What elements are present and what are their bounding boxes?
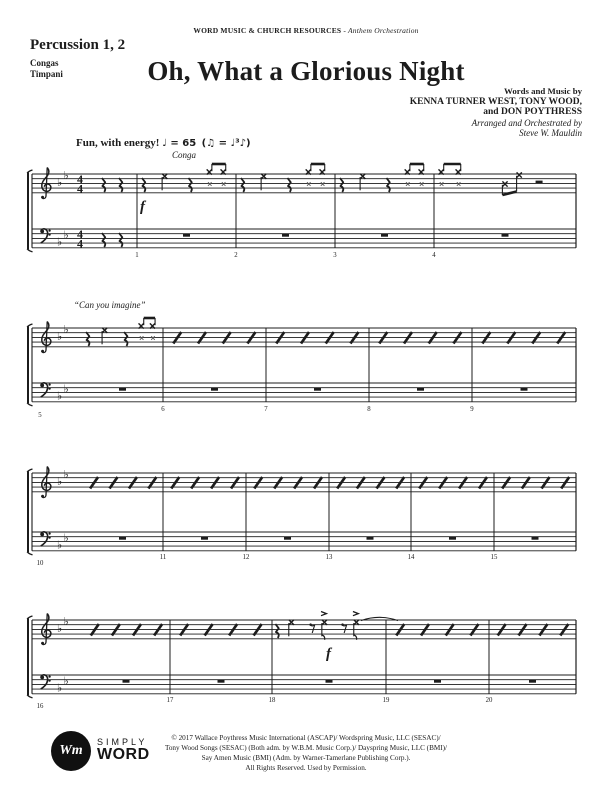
whole-rest [218,680,225,683]
time-signature: 4 [77,171,83,186]
flat-sign: ♭ [63,675,69,688]
beam [502,192,516,196]
logo-monogram: Wm [59,743,83,758]
credit-words-music: Words and Music by [504,86,582,96]
instrument-congas: Congas [30,58,59,68]
credit-authors-1: KENNA TURNER WEST, TONY WOOD, [409,96,582,107]
whole-rest [201,537,208,540]
quarter-rest [119,233,122,247]
whole-rest [314,388,321,391]
logo-simply-text: SIMPLY [97,737,148,747]
system-2 [27,318,576,419]
bass-clef-icon [48,536,50,538]
system-1 [27,164,576,259]
conga-label: Conga [172,150,197,160]
whole-rest [119,388,126,391]
flat-sign: ♭ [57,475,63,488]
ghost-x-notehead [440,182,444,186]
system-bracket [27,552,32,555]
bass-clef-icon [48,675,50,677]
ghost-x-notehead [406,182,410,186]
logo-word-text: WORD [97,746,150,763]
whole-rest [123,680,130,683]
flat-sign: ♭ [57,236,63,249]
x-notehead [261,174,266,179]
dynamic-forte-m18: f [326,646,331,662]
measure-number: 5 [38,412,42,419]
treble-clef-icon [41,196,44,199]
ghost-x-notehead [457,182,461,186]
ghost-x-notehead [307,182,311,186]
bass-clef-icon [48,387,50,389]
flat-sign: ♭ [63,229,69,242]
quarter-rest [102,233,105,247]
whole-rest [381,234,388,237]
tempo-marking [76,137,251,149]
measure-number: 6 [161,406,165,413]
whole-rest [417,388,424,391]
swing-equation: (♫ = ♩³♪) [201,138,251,149]
half-rest [536,181,543,184]
measure-number: 7 [264,406,268,413]
bass-clef-icon [40,384,44,388]
x-notehead [502,181,507,186]
x-notehead [517,172,522,177]
flat-sign: ♭ [57,330,63,343]
whole-rest [284,537,291,540]
time-signature: 4 [77,181,83,196]
copyright-line: Tony Wood Songs (SESAC) (Both adm. by W.B.M. Music Corp.)/ Dayspring Music, LLC (BMI)/ [164,744,448,752]
flat-sign: ♭ [63,615,69,628]
whole-rest [211,388,218,391]
flat-sign: ♭ [63,383,69,396]
flat-sign: ♭ [63,169,69,182]
bass-clef-icon [48,679,50,681]
flat-sign: ♭ [57,176,63,189]
system-bracket [27,695,32,698]
ghost-x-notehead [321,182,325,186]
publisher-line [0,26,612,35]
dynamic-forte-m1: f [140,199,145,215]
quarter-rest [86,332,89,346]
measure-number: 19 [382,697,390,704]
tempo-text: Fun, with energy! [76,137,160,149]
flat-sign: ♭ [63,468,69,481]
system-bracket [27,403,32,406]
whole-rest [532,537,539,540]
measure-number: 20 [485,697,493,704]
lyric-cue: “Can you imagine” [74,300,146,310]
measure-number: 14 [407,554,415,561]
quarter-rest [386,178,389,192]
copyright-line: All Rights Reserved. Used by Permission. [245,764,367,772]
eighth-rest [310,625,314,633]
x-notehead [322,620,327,625]
system-bracket [27,170,32,173]
quarter-rest [102,178,105,192]
accent-mark [321,612,326,616]
ghost-x-notehead [140,336,144,340]
flat-sign: ♭ [57,390,63,403]
bass-clef-icon [40,230,44,234]
x-notehead [102,328,107,333]
time-signature: 4 [77,226,83,241]
time-signature: 4 [77,236,83,251]
x-notehead [354,620,359,625]
part-name: Percussion 1, 2 [30,37,126,53]
whole-rest [529,680,536,683]
quarter-rest [241,178,244,192]
quarter-rest [188,178,191,192]
whole-rest [434,680,441,683]
edition-label: - Anthem Orchestration [343,26,419,35]
quarter-rest [287,178,290,192]
bass-clef-icon [48,229,50,231]
whole-rest [282,234,289,237]
ghost-x-notehead [208,182,212,186]
treble-clef-icon [41,350,44,353]
whole-rest [521,388,528,391]
tempo-bpm: ♩ = 65 [162,138,197,149]
flat-sign: ♭ [57,682,63,695]
measure-number: 16 [36,703,44,710]
page-title: Oh, What a Glorious Night [147,56,465,86]
system-3 [27,467,576,568]
bass-clef-icon [48,532,50,534]
whole-rest [367,537,374,540]
ghost-x-notehead [420,182,424,186]
quarter-rest [340,178,343,192]
treble-clef-icon [41,642,44,645]
measure-number: 9 [470,406,474,413]
whole-rest [119,537,126,540]
bass-clef-icon [40,676,44,680]
system-4 [27,612,576,711]
measure-number: 13 [325,554,333,561]
eighth-rest [342,625,346,633]
x-notehead [162,174,167,179]
credit-authors-2: and DON POYTHRESS [483,107,582,117]
credits-block [410,86,582,139]
flat-sign: ♭ [57,539,63,552]
quarter-rest [119,178,122,192]
measure-number: 18 [268,697,276,704]
whole-rest [449,537,456,540]
copyright-line: Say Amen Music (BMI) (Adm. by Warner-Tamerlane Publishing Corp.). [201,754,411,762]
whole-rest [183,234,190,237]
x-notehead [360,174,365,179]
measure-number: 11 [159,554,167,561]
instrument-timpani: Timpani [30,69,63,79]
measure-number: 8 [367,406,371,413]
quarter-rest [142,178,145,192]
measure-number: 10 [36,560,44,567]
copyright-block [0,733,612,773]
measure-number: 12 [242,554,250,561]
flat-sign: ♭ [63,323,69,336]
copyright-line: © 2017 Wallace Poythress Music International (ASCAP)/ Wordspring Music, LLC (SESAC)/ [171,734,441,742]
ghost-x-notehead [222,182,226,186]
measure-number: 15 [490,554,498,561]
measure-number: 4 [432,252,436,259]
bass-clef-icon [40,533,44,537]
measure-number: 3 [333,252,337,259]
flat-sign: ♭ [63,532,69,545]
whole-rest [502,234,509,237]
flat-sign: ♭ [57,622,63,635]
quarter-rest [124,332,127,346]
system-bracket [27,324,32,327]
quarter-rest [275,624,278,638]
system-bracket [27,469,32,472]
system-bracket [27,249,32,252]
system-bracket [27,616,32,619]
bass-clef-icon [48,233,50,235]
measure-number: 17 [166,697,174,704]
ghost-x-notehead [151,336,155,340]
whole-rest [326,680,333,683]
bass-clef-icon [48,383,50,385]
publisher-name: WORD MUSIC & CHURCH RESOURCES [193,26,342,35]
treble-clef-icon [41,495,44,498]
x-notehead [289,620,294,625]
measure-number: 1 [135,252,139,259]
credit-arranger-name: Steve W. Mauldin [519,128,582,138]
measure-number: 2 [234,252,238,259]
accent-mark [353,612,358,616]
credit-arranger-label: Arranged and Orchestrated by [471,117,582,128]
